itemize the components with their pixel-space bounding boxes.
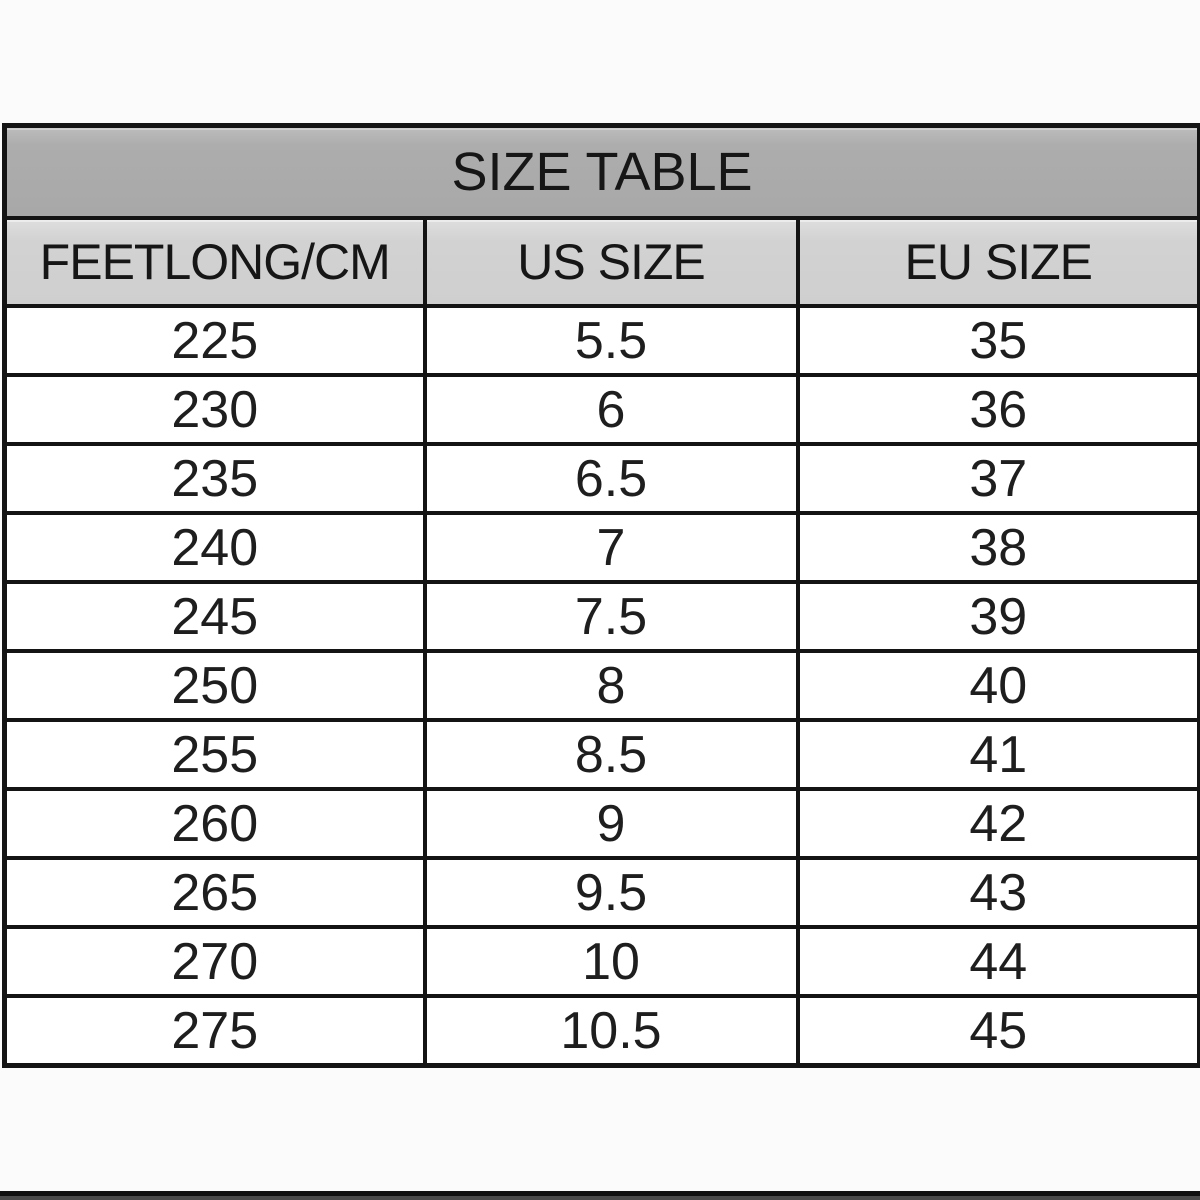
table-row (5, 513, 1200, 582)
cell-us-size: 9.5 (425, 858, 798, 927)
table-row (5, 582, 1200, 651)
table-row (5, 375, 1200, 444)
cell-feetlong: 245 (5, 582, 425, 651)
cell-us-size: 9 (425, 789, 798, 858)
table-row (5, 306, 1200, 375)
column-header-feetlong-cm: FEETLONG/CM (5, 218, 425, 306)
table-row (5, 789, 1200, 858)
cell-eu-size: 43 (798, 858, 1200, 927)
column-header-eu-size: EU SIZE (798, 218, 1200, 306)
cell-feetlong: 255 (5, 720, 425, 789)
cell-eu-size: 41 (798, 720, 1200, 789)
cell-eu-size: 40 (798, 651, 1200, 720)
next-section-top-edge (0, 1196, 1200, 1200)
cell-eu-size: 39 (798, 582, 1200, 651)
table-row (5, 996, 1200, 1066)
cell-us-size: 6 (425, 375, 798, 444)
cell-us-size: 7.5 (425, 582, 798, 651)
header-row (5, 218, 1200, 306)
size-table-title: SIZE TABLE (5, 126, 1200, 219)
column-header-us-size: US SIZE (425, 218, 798, 306)
cell-feetlong: 230 (5, 375, 425, 444)
cell-eu-size: 44 (798, 927, 1200, 996)
cell-feetlong: 225 (5, 306, 425, 375)
cell-us-size: 10.5 (425, 996, 798, 1066)
cell-us-size: 5.5 (425, 306, 798, 375)
cell-feetlong: 270 (5, 927, 425, 996)
cell-us-size: 8.5 (425, 720, 798, 789)
cell-feetlong: 250 (5, 651, 425, 720)
cell-feetlong: 260 (5, 789, 425, 858)
cell-feetlong: 275 (5, 996, 425, 1066)
table-row (5, 651, 1200, 720)
cell-eu-size: 35 (798, 306, 1200, 375)
title-row (5, 126, 1200, 219)
cell-eu-size: 38 (798, 513, 1200, 582)
cell-eu-size: 42 (798, 789, 1200, 858)
cell-us-size: 7 (425, 513, 798, 582)
cell-feetlong: 265 (5, 858, 425, 927)
table-row (5, 444, 1200, 513)
size-table (2, 123, 1200, 1068)
cell-feetlong: 235 (5, 444, 425, 513)
cell-us-size: 10 (425, 927, 798, 996)
cell-feetlong: 240 (5, 513, 425, 582)
cell-us-size: 6.5 (425, 444, 798, 513)
cell-eu-size: 36 (798, 375, 1200, 444)
cell-eu-size: 37 (798, 444, 1200, 513)
table-row (5, 858, 1200, 927)
table-row (5, 927, 1200, 996)
cell-eu-size: 45 (798, 996, 1200, 1066)
cell-us-size: 8 (425, 651, 798, 720)
table-row (5, 720, 1200, 789)
